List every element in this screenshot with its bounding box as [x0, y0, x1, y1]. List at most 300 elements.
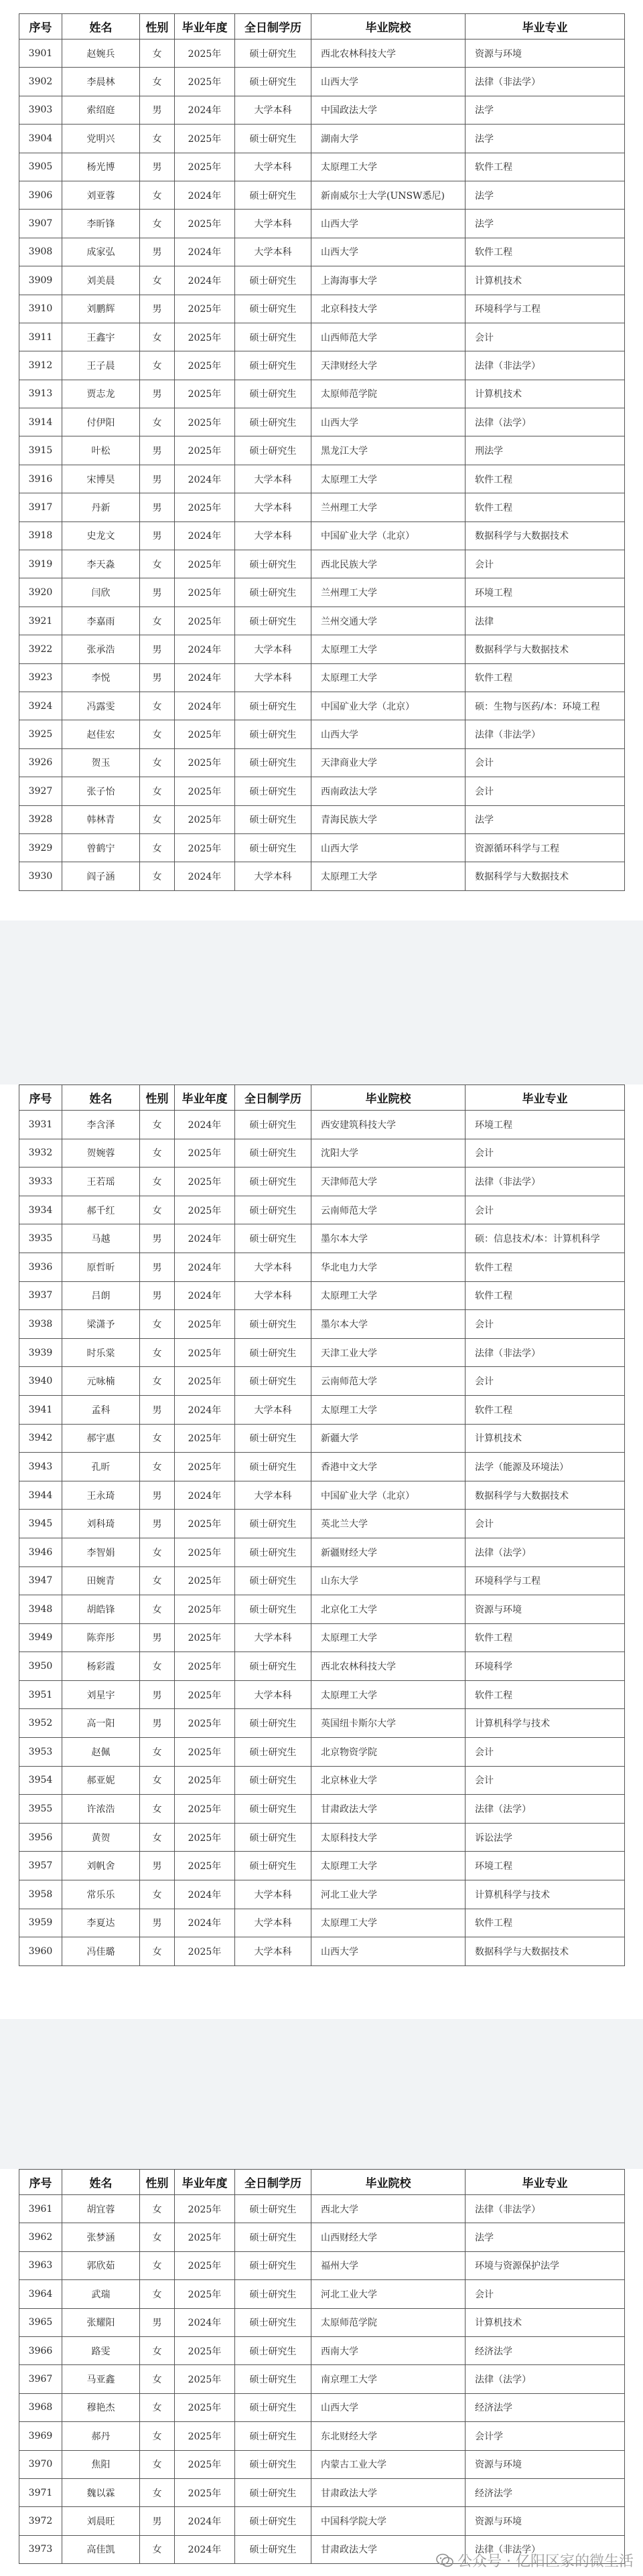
table-cell: 3967: [19, 2365, 62, 2393]
table-cell: 硕士研究生: [235, 777, 311, 805]
table-cell: 山西大学: [311, 238, 466, 266]
table-cell: 山西财经大学: [311, 2223, 466, 2251]
table-cell: 硕士研究生: [235, 2251, 311, 2279]
table-cell: 成家弘: [62, 238, 140, 266]
table-cell: 刘科琦: [62, 1510, 140, 1538]
table-cell: 郝宇惠: [62, 1424, 140, 1453]
table-cell: 王永琦: [62, 1481, 140, 1510]
table-cell: 2025年: [175, 2280, 235, 2308]
table-cell: 2025年: [175, 2450, 235, 2478]
table-row: [19, 635, 625, 663]
table-cell: 3943: [19, 1453, 62, 1481]
table-cell: 女: [140, 68, 175, 96]
table-cell: 数据科学与大数据技术: [466, 862, 625, 890]
table-cell: 3955: [19, 1795, 62, 1824]
table-cell: 资源循环科学与工程: [466, 833, 625, 862]
table-cell: 张耀阳: [62, 2308, 140, 2336]
table-cell: 3938: [19, 1310, 62, 1339]
table-row: [19, 1738, 625, 1767]
table-cell: 男: [140, 238, 175, 266]
table-cell: 大学本科: [235, 1481, 311, 1510]
table-cell: 硕士研究生: [235, 1823, 311, 1852]
table-cell: 太原科技大学: [311, 1823, 466, 1852]
table-cell: 党明兴: [62, 125, 140, 153]
table-cell: 女: [140, 1338, 175, 1367]
table-cell: 大学本科: [235, 96, 311, 124]
table-cell: 女: [140, 323, 175, 351]
table-cell: 女: [140, 2450, 175, 2478]
table-cell: 新疆大学: [311, 1424, 466, 1453]
table-cell: 3970: [19, 2450, 62, 2478]
column-header: 毕业年度: [175, 2170, 235, 2195]
table-cell: 3956: [19, 1823, 62, 1852]
table-cell: 2025年: [175, 323, 235, 351]
table-cell: 2025年: [175, 607, 235, 635]
table-cell: 女: [140, 1453, 175, 1481]
column-header: 序号: [19, 2170, 62, 2195]
table-cell: 冯佳璐: [62, 1937, 140, 1966]
table-cell: 华北电力大学: [311, 1253, 466, 1281]
table-cell: 大学本科: [235, 521, 311, 550]
column-header: 毕业院校: [311, 1085, 466, 1111]
table-cell: 2024年: [175, 238, 235, 266]
table-cell: 孟科: [62, 1395, 140, 1424]
table-cell: 新疆财经大学: [311, 1538, 466, 1566]
table-cell: 黄贺: [62, 1823, 140, 1852]
table-cell: 胡皓锋: [62, 1595, 140, 1624]
table-cell: 3910: [19, 295, 62, 323]
table-cell: 计算机技术: [466, 1424, 625, 1453]
table-header-row: [19, 2170, 625, 2195]
table-cell: 硕士研究生: [235, 1709, 311, 1738]
table-cell: 2025年: [175, 1852, 235, 1880]
table-cell: 硕士研究生: [235, 2280, 311, 2308]
table-cell: 福州大学: [311, 2251, 466, 2279]
table-cell: 硕士研究生: [235, 1224, 311, 1253]
table-cell: 法律（非法学）: [466, 68, 625, 96]
table-row: [19, 2308, 625, 2336]
table-cell: 会计: [466, 1766, 625, 1795]
table-cell: 太原理工大学: [311, 1281, 466, 1310]
table-cell: 软件工程: [466, 238, 625, 266]
table-cell: 郝千红: [62, 1196, 140, 1224]
table-cell: 男: [140, 1281, 175, 1310]
table-cell: 太原理工大学: [311, 1680, 466, 1709]
table-cell: 2025年: [175, 295, 235, 323]
table-cell: 3907: [19, 210, 62, 238]
table-row: [19, 1766, 625, 1795]
table-cell: 3928: [19, 805, 62, 833]
table-cell: 常乐乐: [62, 1880, 140, 1909]
table-row: [19, 805, 625, 833]
table-cell: 2025年: [175, 1510, 235, 1538]
table-cell: 3919: [19, 550, 62, 578]
table-cell: 3942: [19, 1424, 62, 1453]
table-cell: 贺婉蓉: [62, 1139, 140, 1168]
table-row: [19, 68, 625, 96]
roster-table-2: [19, 1084, 625, 1966]
table-cell: 女: [140, 2195, 175, 2223]
table-cell: 山西大学: [311, 2393, 466, 2421]
table-cell: 女: [140, 1652, 175, 1681]
table-cell: 大学本科: [235, 1395, 311, 1424]
table-cell: 女: [140, 550, 175, 578]
table-header-row: [19, 1085, 625, 1111]
table-cell: 3968: [19, 2393, 62, 2421]
table-cell: 刘晨旺: [62, 2507, 140, 2535]
table-cell: 女: [140, 1139, 175, 1168]
table-cell: 男: [140, 1909, 175, 1937]
table-cell: 会计: [466, 1367, 625, 1396]
table-cell: 山东大学: [311, 1566, 466, 1595]
table-cell: 女: [140, 1566, 175, 1595]
table-cell: 硕士研究生: [235, 323, 311, 351]
table-row: [19, 2478, 625, 2506]
table-cell: 资源与环境: [466, 2507, 625, 2535]
table-cell: 大学本科: [235, 465, 311, 493]
table-cell: 2025年: [175, 2393, 235, 2421]
column-header: 毕业年度: [175, 1085, 235, 1111]
table-cell: 软件工程: [466, 1623, 625, 1652]
table-cell: 女: [140, 2535, 175, 2563]
table-cell: 3901: [19, 39, 62, 68]
table-cell: 硕士研究生: [235, 2223, 311, 2251]
table-cell: 女: [140, 805, 175, 833]
table-cell: 时乐棠: [62, 1338, 140, 1367]
table-cell: 兰州理工大学: [311, 493, 466, 521]
table-cell: 中国科学院大学: [311, 2507, 466, 2535]
table-cell: 马越: [62, 1224, 140, 1253]
table-row: [19, 2336, 625, 2364]
table-cell: 计算机技术: [466, 380, 625, 408]
table-cell: 会计: [466, 1310, 625, 1339]
table-cell: 3923: [19, 663, 62, 692]
table-cell: 法律（法学）: [466, 1795, 625, 1824]
table-cell: 2024年: [175, 1281, 235, 1310]
table-cell: 贾志龙: [62, 380, 140, 408]
table-row: [19, 1168, 625, 1196]
table-cell: 云南师范大学: [311, 1196, 466, 1224]
table-cell: 女: [140, 2365, 175, 2393]
table-cell: 史龙文: [62, 521, 140, 550]
table-cell: 女: [140, 720, 175, 748]
table-cell: 法律（非法学）: [466, 351, 625, 380]
table-cell: 男: [140, 1852, 175, 1880]
table-cell: 湖南大学: [311, 125, 466, 153]
table-cell: 2024年: [175, 692, 235, 720]
table-cell: 新南威尔士大学(UNSW悉尼): [311, 181, 466, 209]
table-cell: 高一阳: [62, 1709, 140, 1738]
table-row: [19, 125, 625, 153]
table-cell: 李晨林: [62, 68, 140, 96]
table-cell: 2025年: [175, 1795, 235, 1824]
table-cell: 男: [140, 153, 175, 181]
table-cell: 2024年: [175, 862, 235, 890]
table-cell: 2025年: [175, 833, 235, 862]
table-cell: 2025年: [175, 777, 235, 805]
table-cell: 女: [140, 1795, 175, 1824]
table-cell: 2025年: [175, 1680, 235, 1709]
table-row: [19, 408, 625, 436]
table-cell: 王若瑶: [62, 1168, 140, 1196]
table-row: [19, 607, 625, 635]
table-cell: 3908: [19, 238, 62, 266]
table-cell: 3911: [19, 323, 62, 351]
table-cell: 梁潇予: [62, 1310, 140, 1339]
table-cell: 2025年: [175, 1937, 235, 1966]
table-cell: 会计: [466, 777, 625, 805]
table-row: [19, 833, 625, 862]
table-cell: 硕士研究生: [235, 692, 311, 720]
table-cell: 2025年: [175, 39, 235, 68]
table-cell: 李智娟: [62, 1538, 140, 1566]
table-cell: 女: [140, 607, 175, 635]
table-cell: 硕士研究生: [235, 1367, 311, 1396]
table-cell: 3969: [19, 2422, 62, 2450]
table-cell: 男: [140, 1253, 175, 1281]
table-cell: 硕士研究生: [235, 1196, 311, 1224]
table-cell: 硕：信息技术/本：计算机科学: [466, 1224, 625, 1253]
table-cell: 硕士研究生: [235, 2422, 311, 2450]
table-cell: 环境科学与工程: [466, 1566, 625, 1595]
table-cell: 法学: [466, 210, 625, 238]
table-cell: 张梦涵: [62, 2223, 140, 2251]
table-cell: 中国矿业大学（北京）: [311, 521, 466, 550]
table-page-2: [0, 1084, 643, 2019]
table-cell: 3935: [19, 1224, 62, 1253]
table-cell: 3950: [19, 1652, 62, 1681]
table-cell: 2025年: [175, 153, 235, 181]
table-cell: 墨尔本大学: [311, 1310, 466, 1339]
table-cell: 法律（非法学）: [466, 2195, 625, 2223]
table-cell: 硕士研究生: [235, 1852, 311, 1880]
table-cell: 数据科学与大数据技术: [466, 635, 625, 663]
table-cell: 3909: [19, 266, 62, 295]
table-cell: 韩林青: [62, 805, 140, 833]
table-cell: 2025年: [175, 2422, 235, 2450]
table-row: [19, 1538, 625, 1566]
table-row: [19, 266, 625, 295]
table-cell: 会计: [466, 323, 625, 351]
table-cell: 太原师范学院: [311, 2308, 466, 2336]
table-cell: 太原理工大学: [311, 663, 466, 692]
table-cell: 计算机技术: [466, 266, 625, 295]
table-cell: 李悦: [62, 663, 140, 692]
table-cell: 杨光博: [62, 153, 140, 181]
column-header: 姓名: [62, 2170, 140, 2195]
table-cell: 沈阳大学: [311, 1139, 466, 1168]
table-cell: 女: [140, 2422, 175, 2450]
table-cell: 2025年: [175, 1310, 235, 1339]
table-cell: 2024年: [175, 521, 235, 550]
column-header: 性别: [140, 14, 175, 39]
table-cell: 2024年: [175, 181, 235, 209]
table-cell: 女: [140, 1823, 175, 1852]
table-cell: 硕士研究生: [235, 2393, 311, 2421]
table-row: [19, 1852, 625, 1880]
table-cell: 女: [140, 777, 175, 805]
table-row: [19, 1623, 625, 1652]
table-cell: 软件工程: [466, 1395, 625, 1424]
table-cell: 女: [140, 2223, 175, 2251]
table-cell: 东北财经大学: [311, 2422, 466, 2450]
table-cell: 武瑞: [62, 2280, 140, 2308]
table-cell: 硕士研究生: [235, 1795, 311, 1824]
table-cell: 硕士研究生: [235, 1738, 311, 1767]
table-cell: 2024年: [175, 663, 235, 692]
table-cell: 太原理工大学: [311, 153, 466, 181]
table-cell: 王鑫宇: [62, 323, 140, 351]
table-cell: 2025年: [175, 2336, 235, 2364]
table-cell: 穆艳杰: [62, 2393, 140, 2421]
table-cell: 内蒙古工业大学: [311, 2450, 466, 2478]
table-cell: 大学本科: [235, 1909, 311, 1937]
table-cell: 中国矿业大学（北京）: [311, 692, 466, 720]
table-cell: 3951: [19, 1680, 62, 1709]
table-cell: 男: [140, 663, 175, 692]
table-cell: 2025年: [175, 1738, 235, 1767]
table-cell: 路雯: [62, 2336, 140, 2364]
column-header: 毕业专业: [466, 2170, 625, 2195]
table-cell: 会计: [466, 1738, 625, 1767]
table-cell: 3918: [19, 521, 62, 550]
table-cell: 硕士研究生: [235, 1566, 311, 1595]
table-row: [19, 493, 625, 521]
table-cell: 西北农林科技大学: [311, 39, 466, 68]
table-cell: 马亚鑫: [62, 2365, 140, 2393]
table-cell: 甘肃政法大学: [311, 2535, 466, 2563]
table-cell: 硕士研究生: [235, 2365, 311, 2393]
table-cell: 2025年: [175, 210, 235, 238]
table-cell: 天津商业大学: [311, 748, 466, 777]
table-cell: 曾鹤宁: [62, 833, 140, 862]
table-cell: 女: [140, 1196, 175, 1224]
table-cell: 大学本科: [235, 238, 311, 266]
table-cell: 硕士研究生: [235, 181, 311, 209]
column-header: 序号: [19, 14, 62, 39]
table-cell: 3960: [19, 1937, 62, 1966]
table-cell: 女: [140, 39, 175, 68]
table-cell: 兰州理工大学: [311, 578, 466, 607]
table-cell: 阎子涵: [62, 862, 140, 890]
table-cell: 女: [140, 1111, 175, 1139]
column-header: 全日制学历: [235, 1085, 311, 1111]
table-cell: 山西大学: [311, 210, 466, 238]
table-row: [19, 1510, 625, 1538]
table-cell: 3914: [19, 408, 62, 436]
table-cell: 英北兰大学: [311, 1510, 466, 1538]
table-row: [19, 323, 625, 351]
table-cell: 硕士研究生: [235, 833, 311, 862]
table-cell: 女: [140, 351, 175, 380]
table-row: [19, 1880, 625, 1909]
table-cell: 李夏达: [62, 1909, 140, 1937]
table-cell: 3931: [19, 1111, 62, 1139]
table-cell: 3966: [19, 2336, 62, 2364]
table-cell: 法律（法学）: [466, 2365, 625, 2393]
table-row: [19, 1680, 625, 1709]
table-cell: 赵婉兵: [62, 39, 140, 68]
table-cell: 2025年: [175, 1424, 235, 1453]
table-cell: 2025年: [175, 380, 235, 408]
table-cell: 南京理工大学: [311, 2365, 466, 2393]
table-cell: 男: [140, 2308, 175, 2336]
table-cell: 3948: [19, 1595, 62, 1624]
table-cell: 3941: [19, 1395, 62, 1424]
table-cell: 河北工业大学: [311, 2280, 466, 2308]
table-cell: 经济法学: [466, 2336, 625, 2364]
table-cell: 软件工程: [466, 153, 625, 181]
table-row: [19, 1395, 625, 1424]
table-cell: 焦阳: [62, 2450, 140, 2478]
table-cell: 软件工程: [466, 493, 625, 521]
table-cell: 3945: [19, 1510, 62, 1538]
table-cell: 女: [140, 692, 175, 720]
table-cell: 资源与环境: [466, 2450, 625, 2478]
table-cell: 刘美晨: [62, 266, 140, 295]
table-cell: 英国纽卡斯尔大学: [311, 1709, 466, 1738]
table-cell: 男: [140, 1395, 175, 1424]
table-cell: 会计学: [466, 2422, 625, 2450]
table-header-row: [19, 14, 625, 39]
table-cell: 会计: [466, 1139, 625, 1168]
table-cell: 李含泽: [62, 1111, 140, 1139]
table-cell: 法律（非法学）: [466, 1338, 625, 1367]
table-cell: 上海海事大学: [311, 266, 466, 295]
table-cell: 2025年: [175, 2195, 235, 2223]
table-cell: 3932: [19, 1139, 62, 1168]
table-cell: 太原理工大学: [311, 1623, 466, 1652]
table-row: [19, 2251, 625, 2279]
table-cell: 女: [140, 1168, 175, 1196]
table-row: [19, 181, 625, 209]
table-cell: 3939: [19, 1338, 62, 1367]
table-row: [19, 1338, 625, 1367]
table-cell: 硕士研究生: [235, 550, 311, 578]
table-cell: 山西大学: [311, 833, 466, 862]
table-cell: 3924: [19, 692, 62, 720]
table-cell: 女: [140, 266, 175, 295]
table-cell: 法学: [466, 96, 625, 124]
table-cell: 2025年: [175, 436, 235, 465]
table-cell: 冯露雯: [62, 692, 140, 720]
table-row: [19, 1709, 625, 1738]
table-cell: 3947: [19, 1566, 62, 1595]
table-row: [19, 238, 625, 266]
table-cell: 2024年: [175, 465, 235, 493]
table-cell: 2025年: [175, 748, 235, 777]
table-cell: 孔昕: [62, 1453, 140, 1481]
table-cell: 女: [140, 408, 175, 436]
table-cell: 环境科学: [466, 1652, 625, 1681]
table-cell: 女: [140, 2336, 175, 2364]
table-cell: 叶松: [62, 436, 140, 465]
table-cell: 2025年: [175, 550, 235, 578]
table-cell: 男: [140, 380, 175, 408]
table-cell: 吕朗: [62, 1281, 140, 1310]
table-cell: 山西师范大学: [311, 323, 466, 351]
table-row: [19, 720, 625, 748]
table-cell: 数据科学与大数据技术: [466, 521, 625, 550]
table-cell: 西南政法大学: [311, 777, 466, 805]
table-cell: 女: [140, 210, 175, 238]
column-header: 姓名: [62, 1085, 140, 1111]
table-cell: 女: [140, 1367, 175, 1396]
table-cell: 兰州交通大学: [311, 607, 466, 635]
table-cell: 大学本科: [235, 862, 311, 890]
table-cell: 法律（法学）: [466, 408, 625, 436]
table-cell: 贺玉: [62, 748, 140, 777]
